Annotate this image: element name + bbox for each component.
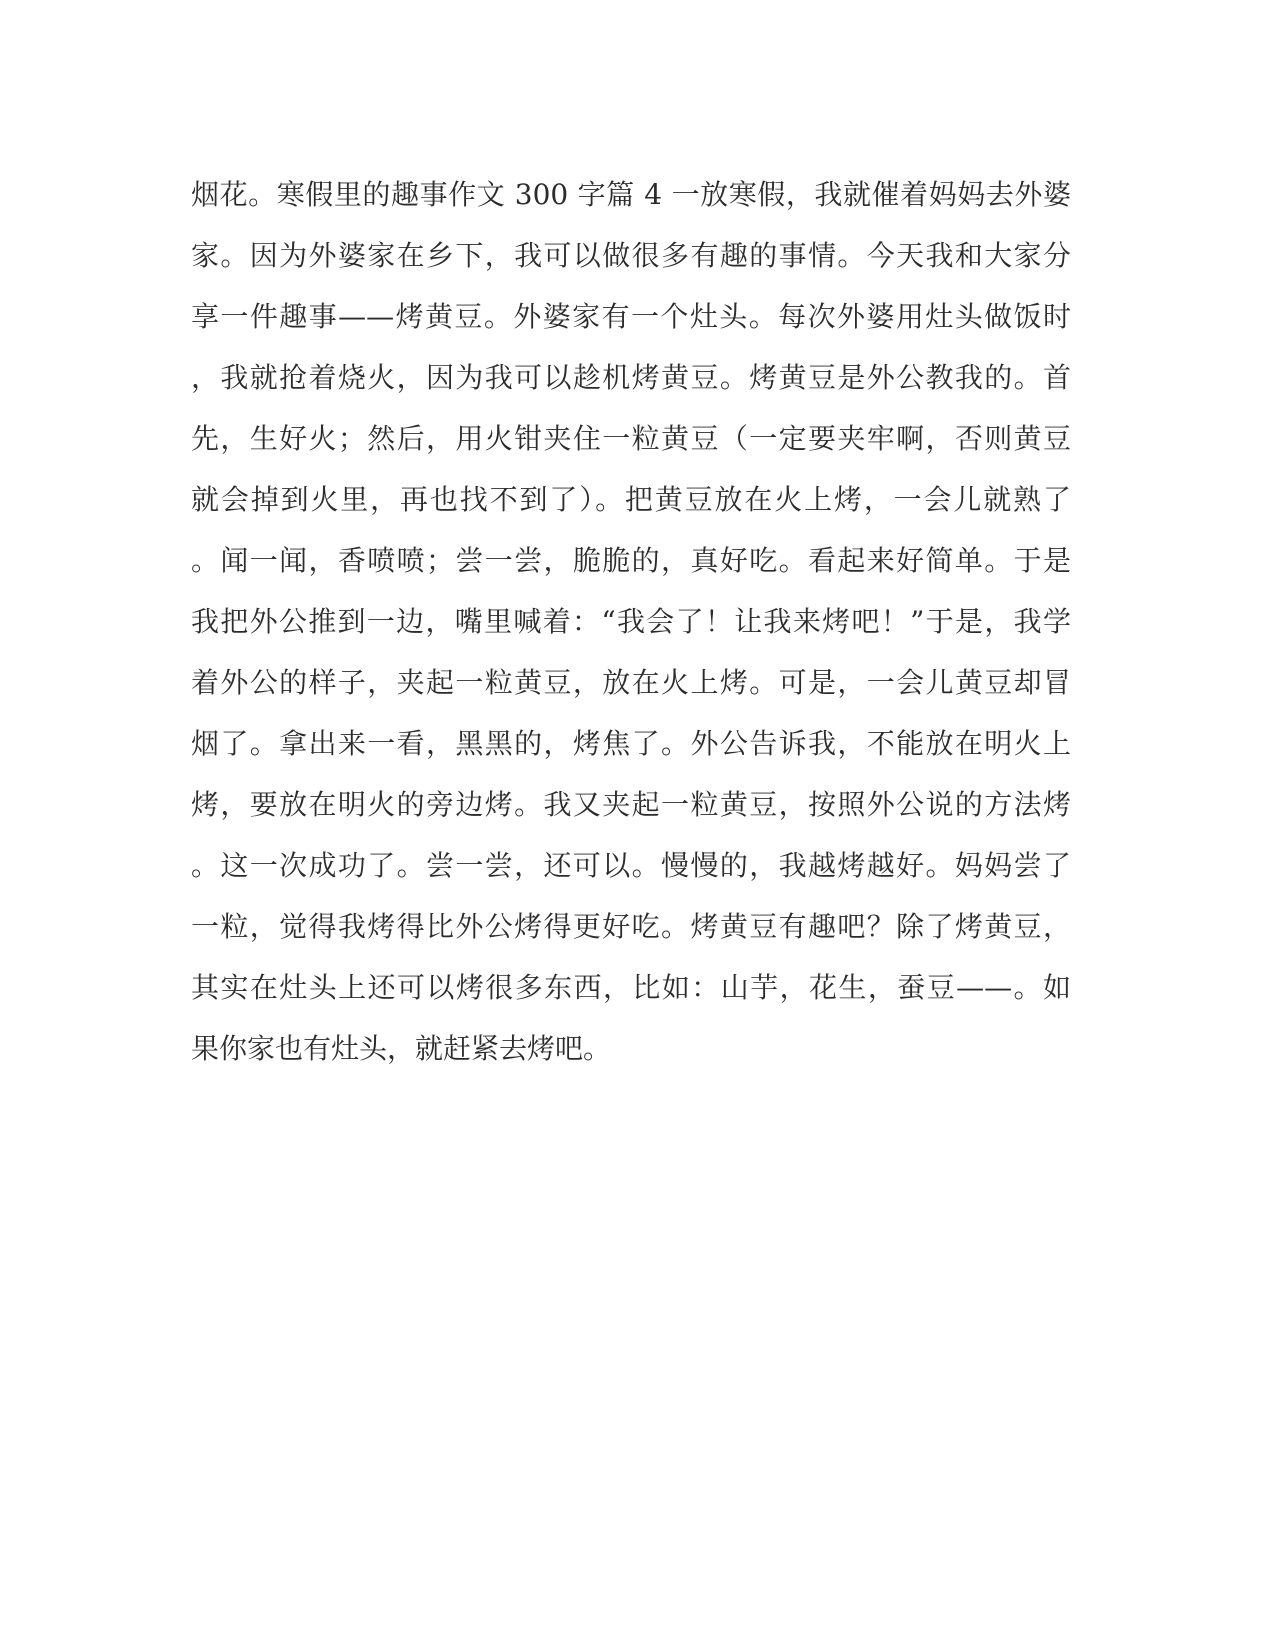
text-line-7: 。闻一闻，香喷喷；尝一尝，脆脆的，真好吃。看起来好简单。于是 [191,544,1071,577]
text-line-11: 烤，要放在明火的旁边烤。我又夹起一粒黄豆，按照外公说的方法烤 [191,788,1071,821]
text-line-15: 果你家也有灶头，就赶紧去烤吧。 [191,1032,612,1065]
text-line-8: 我把外公推到一边，嘴里喊着：“我会了！让我来烤吧！”于是，我学 [191,605,1071,638]
text-line-3: 享一件趣事——烤黄豆。外婆家有一个灶头。每次外婆用灶头做饭时 [191,300,1071,333]
text-line-10: 烟了。拿出来一看，黑黑的，烤焦了。外公告诉我，不能放在明火上 [191,727,1071,760]
essay-text [191,164,1071,1079]
text-line-14: 其实在灶头上还可以烤很多东西，比如：山芋，花生，蚕豆——。如 [191,971,1071,1004]
text-line-5: 先，生好火；然后，用火钳夹住一粒黄豆（一定要夹牢啊，否则黄豆 [191,422,1071,455]
text-line-9: 着外公的样子，夹起一粒黄豆，放在火上烤。可是，一会儿黄豆却冒 [191,666,1071,699]
text-line-4: ，我就抢着烧火，因为我可以趁机烤黄豆。烤黄豆是外公教我的。首 [191,361,1071,394]
text-line-1: 烟花。寒假里的趣事作文 300 字篇 4 一放寒假，我就催着妈妈去外婆 [191,178,1071,211]
text-line-2: 家。因为外婆家在乡下，我可以做很多有趣的事情。今天我和大家分 [191,239,1071,272]
text-line-6: 就会掉到火里，再也找不到了）。把黄豆放在火上烤，一会儿就熟了 [191,483,1071,516]
text-line-13: 一粒，觉得我烤得比外公烤得更好吃。烤黄豆有趣吧？除了烤黄豆， [191,910,1071,943]
text-line-12: 。这一次成功了。尝一尝，还可以。慢慢的，我越烤越好。妈妈尝了 [191,849,1071,882]
